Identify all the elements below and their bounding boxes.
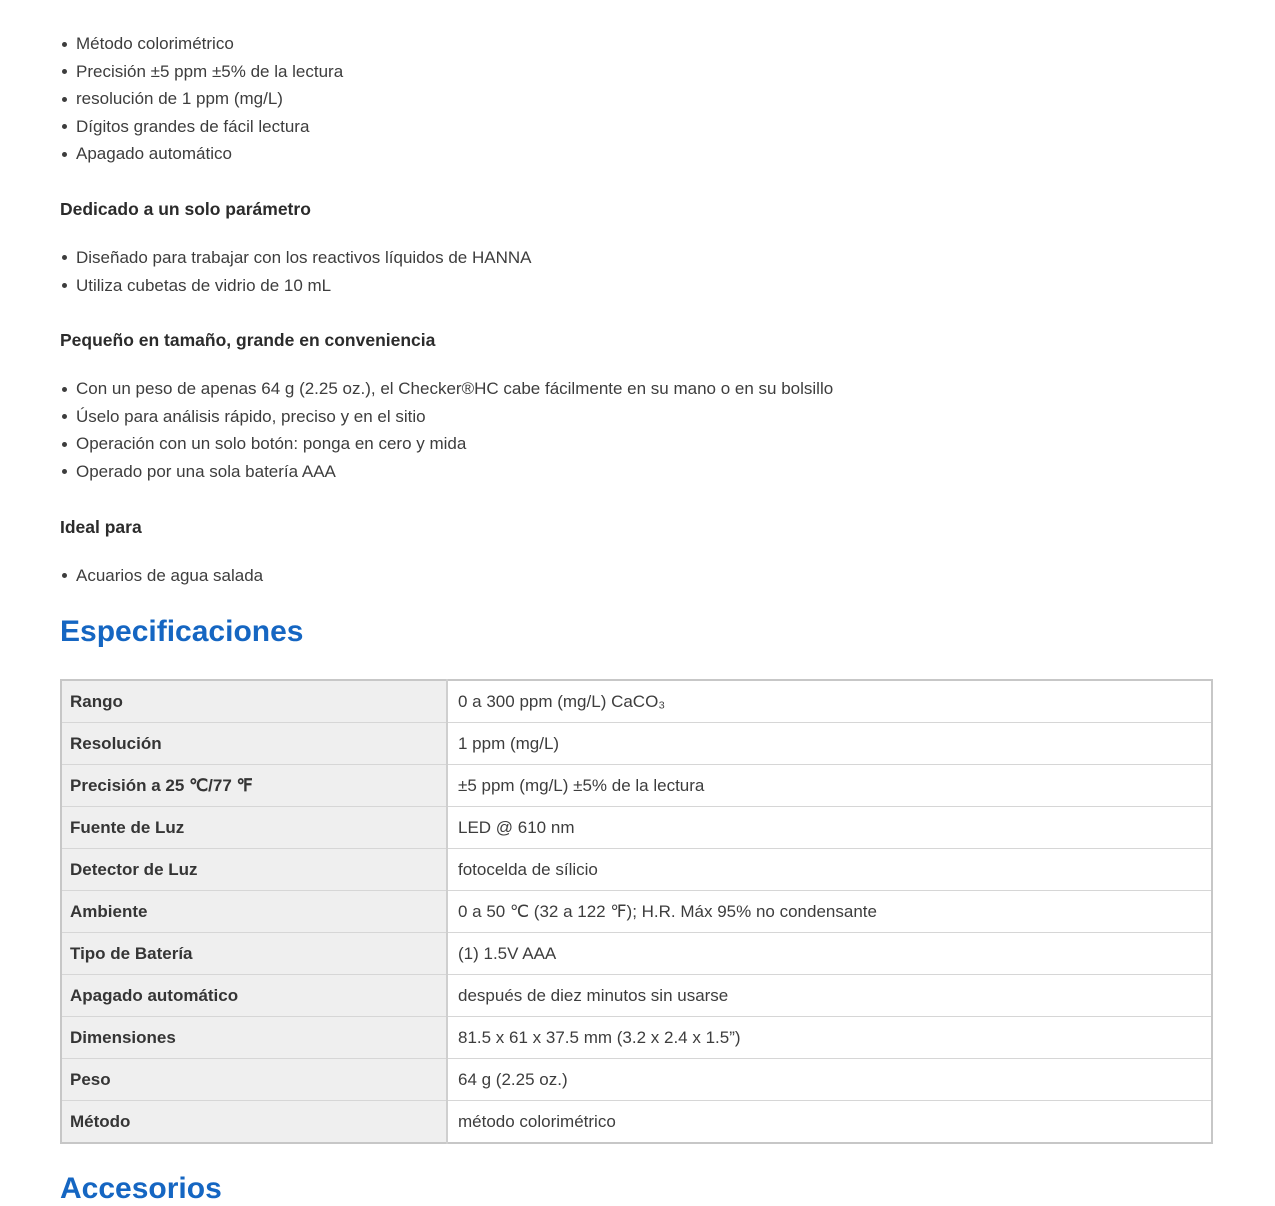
spec-value-cell: 0 a 50 ℃ (32 a 122 ℉); H.R. Máx 95% no condensante — [447, 891, 1212, 933]
spec-row — [61, 891, 1212, 933]
spec-label-cell: Peso — [61, 1059, 447, 1101]
spec-row — [61, 1017, 1212, 1059]
spec-value-cell: método colorimétrico — [447, 1101, 1212, 1144]
specifications-table-body — [61, 680, 1212, 1143]
spec-label-cell: Método — [61, 1101, 447, 1144]
spec-row — [61, 680, 1212, 723]
spec-row — [61, 723, 1212, 765]
feature-bullet-item: Úselo para análisis rápido, preciso y en el sitio — [60, 403, 1213, 431]
feature-bullet-item: Diseñado para trabajar con los reactivos líquidos de HANNA — [60, 244, 1213, 272]
spec-label-cell: Detector de Luz — [61, 849, 447, 891]
spec-label-cell: Tipo de Batería — [61, 933, 447, 975]
spec-label-cell: Apagado automático — [61, 975, 447, 1017]
specifications-heading: Especificaciones — [60, 615, 304, 649]
feature-bullet-item: Apagado automático — [60, 140, 1213, 168]
spec-row — [61, 765, 1212, 807]
spec-label-cell: Fuente de Luz — [61, 807, 447, 849]
spec-row — [61, 807, 1212, 849]
ideal-bullet-list — [60, 562, 1213, 590]
next-section-heading-cutoff: Accesorios — [60, 1172, 222, 1206]
spec-value-cell: ±5 ppm (mg/L) ±5% de la lectura — [447, 765, 1212, 807]
spec-row — [61, 1059, 1212, 1101]
feature-bullet-item: Acuarios de agua salada — [60, 562, 1213, 590]
spec-row — [61, 1101, 1212, 1144]
section-heading-dedicated: Dedicado a un solo parámetro — [60, 198, 311, 219]
feature-bullet-item: Dígitos grandes de fácil lectura — [60, 113, 1213, 141]
feature-bullet-item: Con un peso de apenas 64 g (2.25 oz.), el Checker®HC cabe fácilmente en su mano o en su bolsillo — [60, 375, 1213, 403]
section-heading-small-size: Pequeño en tamaño, grande en conveniencia — [60, 330, 436, 351]
feature-bullet-item: Operación con un solo botón: ponga en cero y mida — [60, 430, 1213, 458]
small-size-bullet-list — [60, 375, 1213, 485]
spec-row — [61, 933, 1212, 975]
specifications-table — [60, 679, 1213, 1144]
spec-label-cell: Rango — [61, 680, 447, 723]
feature-bullet-item: resolución de 1 ppm (mg/L) — [60, 85, 1213, 113]
spec-row — [61, 849, 1212, 891]
spec-label-cell: Ambiente — [61, 891, 447, 933]
spec-row — [61, 975, 1212, 1017]
spec-value-cell: (1) 1.5V AAA — [447, 933, 1212, 975]
spec-value-cell: 1 ppm (mg/L) — [447, 723, 1212, 765]
spec-label-cell: Precisión a 25 ℃/77 ℉ — [61, 765, 447, 807]
feature-bullet-item: Método colorimétrico — [60, 30, 1213, 58]
spec-value-cell: 64 g (2.25 oz.) — [447, 1059, 1212, 1101]
feature-bullet-item: Operado por una sola batería AAA — [60, 458, 1213, 486]
spec-label-cell: Resolución — [61, 723, 447, 765]
feature-bullet-item: Utiliza cubetas de vidrio de 10 mL — [60, 272, 1213, 300]
feature-bullet-list — [60, 30, 1213, 168]
spec-value-cell: 81.5 x 61 x 37.5 mm (3.2 x 2.4 x 1.5”) — [447, 1017, 1212, 1059]
spec-label-cell: Dimensiones — [61, 1017, 447, 1059]
spec-value-cell: después de diez minutos sin usarse — [447, 975, 1212, 1017]
dedicated-bullet-list — [60, 244, 1213, 299]
spec-value-cell: 0 a 300 ppm (mg/L) CaCO₃ — [447, 680, 1212, 723]
spec-value-cell: fotocelda de sílicio — [447, 849, 1212, 891]
spec-value-cell: LED @ 610 nm — [447, 807, 1212, 849]
feature-bullet-item: Precisión ±5 ppm ±5% de la lectura — [60, 58, 1213, 86]
section-heading-ideal: Ideal para — [60, 516, 142, 537]
